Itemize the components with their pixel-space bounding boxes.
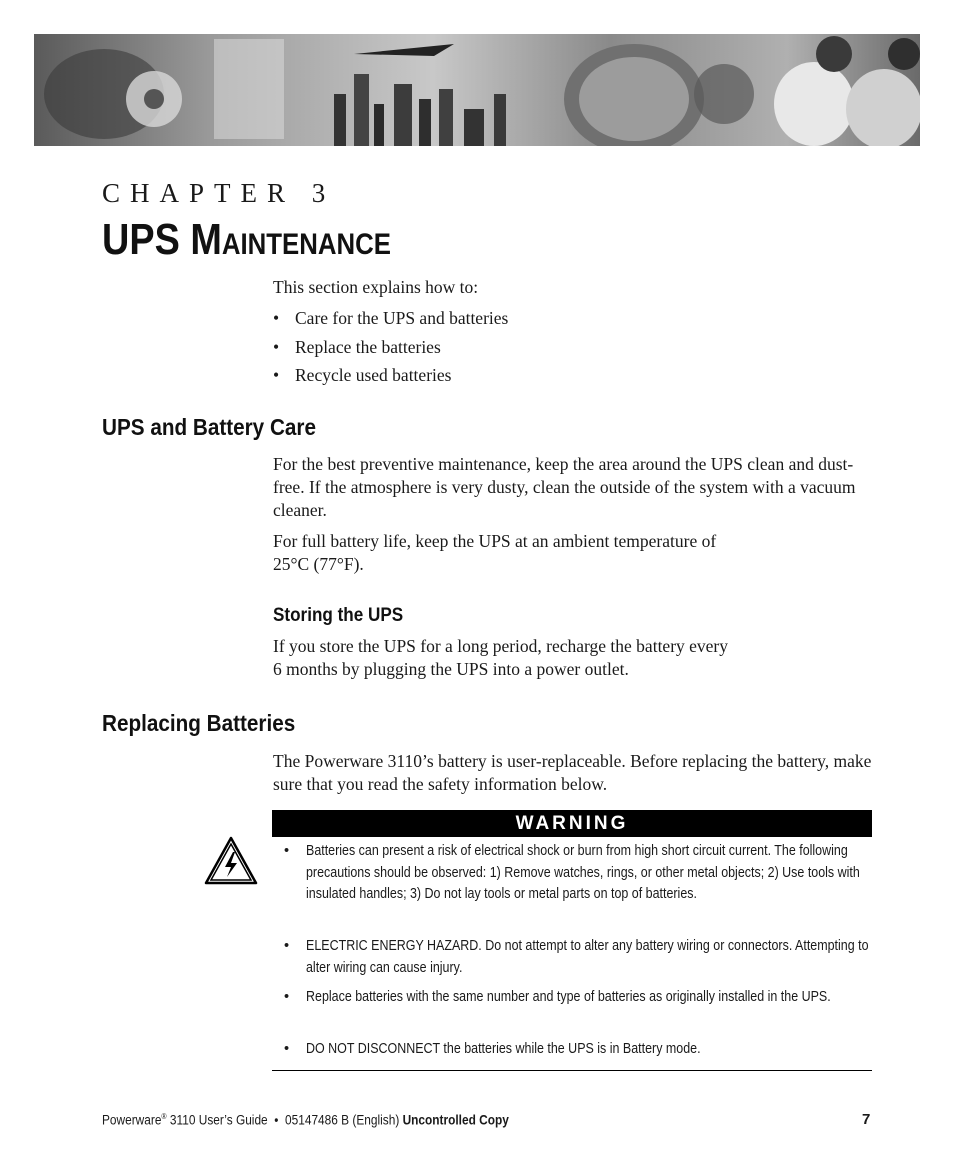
section-heading-care: UPS and Battery Care [102,414,316,440]
warning-item-text: Batteries can present a risk of electrical shock or burn from high short circuit current. The following precautions should be observed: 1) Remove watches, rings, or other metal objects; 2) Use tools with insulated handles; 3) Do not lay tools or metal parts on top of batteries. [306,843,860,902]
footer-registered-mark: ® [161,1112,167,1121]
bullet-icon: • [273,337,280,357]
chapter-title [102,214,391,271]
footer-copy-status: Uncontrolled Copy [402,1112,509,1128]
bullet-icon: • [273,365,280,385]
storing-paragraph-line: If you store the UPS for a long period, recharge the battery every [273,636,729,656]
footer-brand: Powerware [102,1112,162,1128]
bullet-text: Replace the batteries [295,337,441,357]
footer-text [102,1112,509,1128]
warning-item-text: Replace batteries with the same number and type of batteries as originally installed in the UPS. [306,989,831,1005]
warning-item-text: ELECTRIC ENERGY HAZARD. Do not attempt to alter any battery wiring or connectors. Attempting to alter wiring can cause injury. [306,938,869,976]
bullet-icon: • [284,843,290,859]
warning-label: WARNING [272,810,872,837]
bullet-icon: • [284,1041,290,1057]
page-number: 7 [862,1111,871,1128]
section-heading-replacing: Replacing Batteries [102,710,296,736]
chapter-title-first: UPS M [102,215,222,264]
replacing-paragraph: The Powerware 3110’s battery is user-replaceable. Before replacing the battery, make sure that you read the safety information below. [273,751,872,794]
storing-paragraph [273,635,873,681]
bullet-icon: • [284,938,290,954]
care-paragraph-2-line: 25°C (77°F). [273,554,364,574]
care-paragraph-1: For the best preventive maintenance, keep the area around the UPS clean and dust-free. If the atmosphere is very dusty, clean the outside of the system with a vacuum cleaner. [273,454,856,520]
header-banner-image [34,34,920,146]
bullet-icon: • [284,989,290,1005]
section-divider [272,1070,872,1071]
chapter-label: CHAPTER 3 [102,178,336,208]
bullet-text: Recycle used batteries [295,365,452,385]
care-paragraph-2 [273,530,873,576]
bullet-icon: • [273,308,280,328]
electrical-hazard-icon [204,836,258,891]
storing-paragraph-line: 6 months by plugging the UPS into a power outlet. [273,659,629,679]
warning-item-text: DO NOT DISCONNECT the batteries while the UPS is in Battery mode. [306,1041,701,1057]
intro-text: This section explains how to: [273,277,479,297]
banner-photo-collage [34,34,920,146]
footer-doc-info: 3110 User’s Guide • 05147486 B (English) [166,1112,403,1128]
chapter-title-rest: AINTENANCE [221,228,391,261]
subsection-heading-storing: Storing the UPS [273,605,404,626]
care-paragraph-2-line: For full battery life, keep the UPS at an ambient temperature of [273,531,717,551]
bullet-text: Care for the UPS and batteries [295,308,509,328]
